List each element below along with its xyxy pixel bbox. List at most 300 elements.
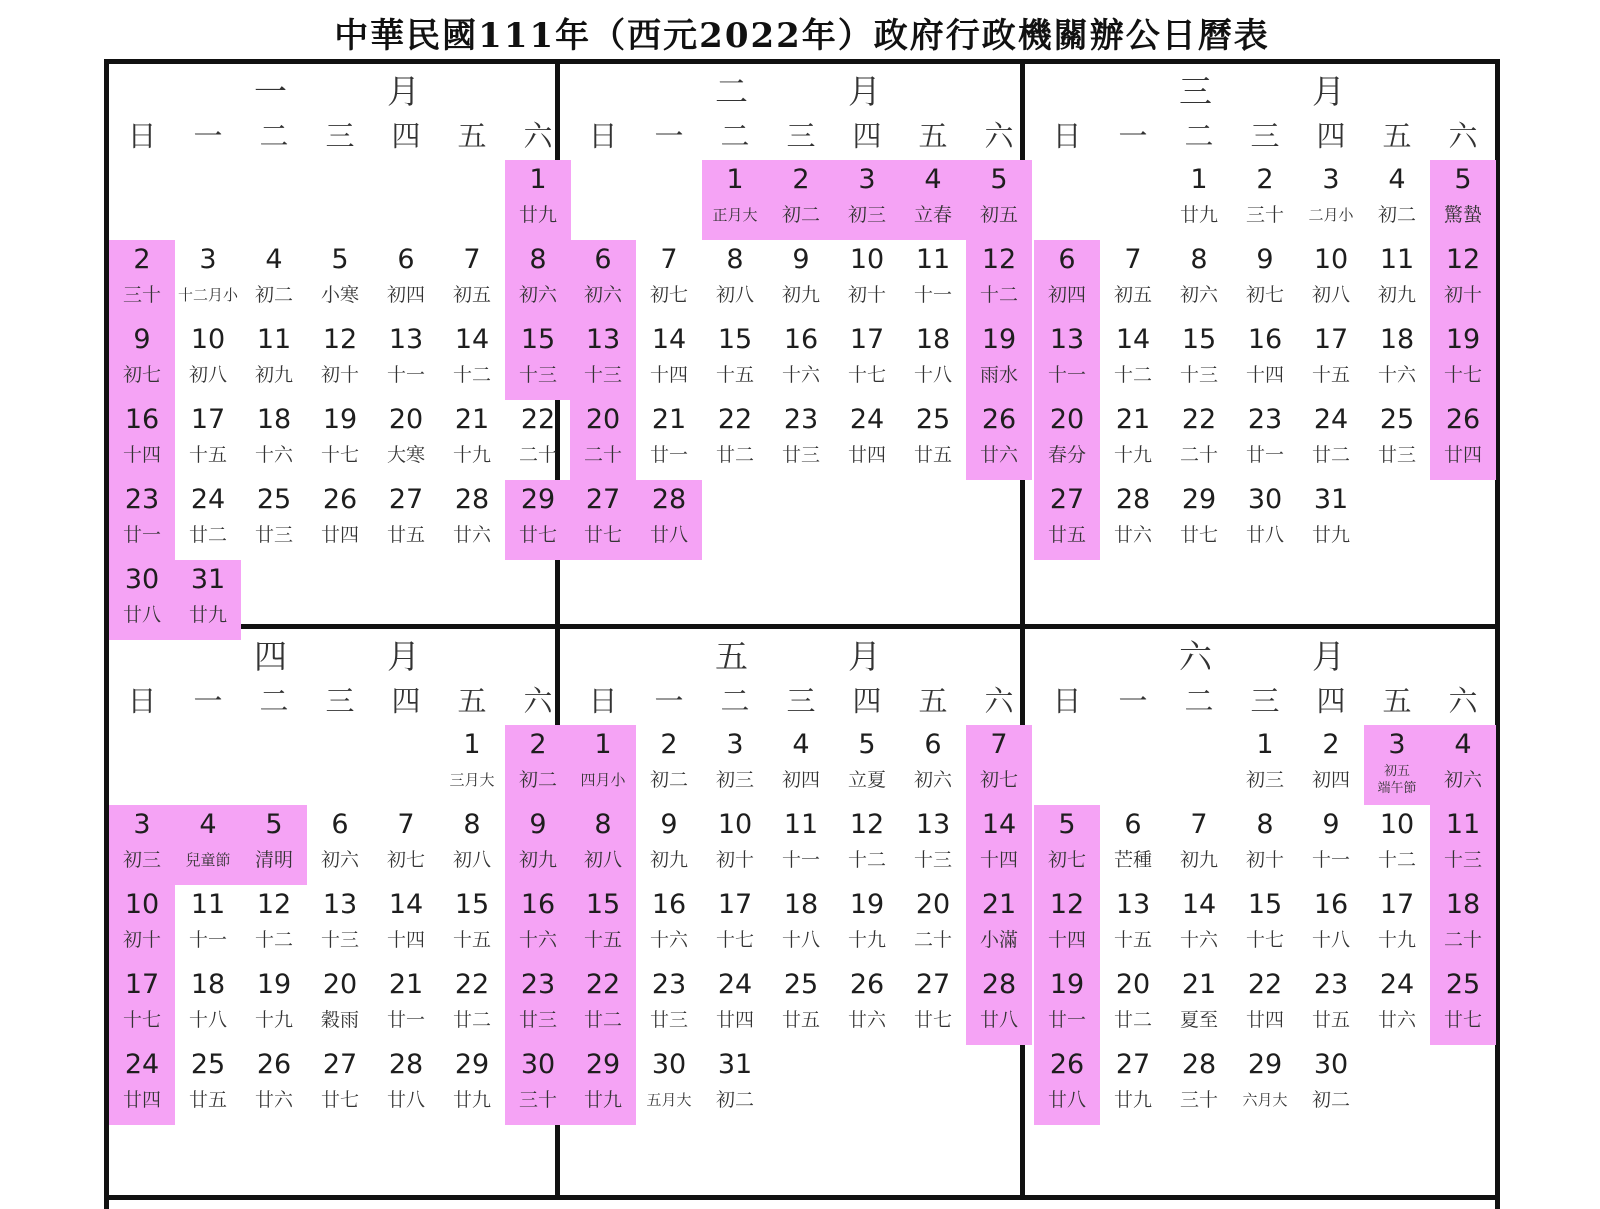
day-cell	[834, 400, 900, 480]
day-number: 4	[924, 164, 942, 195]
weekday-label: 五	[1382, 119, 1412, 153]
lunar-date	[241, 284, 307, 306]
day-number: 5	[265, 809, 283, 840]
day-number: 22	[1247, 969, 1283, 1000]
lunar-date-text: 小寒	[320, 284, 359, 306]
day-number: 3	[199, 244, 217, 275]
day-number: 27	[388, 484, 424, 515]
lunar-date	[241, 929, 307, 951]
weekday-label: 日	[588, 119, 618, 153]
lunar-date-text: 廿九	[518, 204, 557, 226]
lunar-date	[768, 849, 834, 871]
lunar-date-text: 初五	[452, 284, 491, 306]
lunar-date-text: 初十	[122, 929, 161, 951]
lunar-date-text: 廿二	[452, 1009, 491, 1031]
weekday-header	[109, 681, 570, 721]
lunar-date-text: 廿三	[254, 524, 293, 546]
lunar-date	[505, 444, 571, 466]
lunar-date-text: 初十	[847, 284, 886, 306]
day-cell-holiday	[966, 965, 1032, 1045]
day-cell	[307, 480, 373, 560]
lunar-date	[175, 364, 241, 386]
month-name	[570, 72, 1031, 112]
day-cell	[768, 240, 834, 320]
day-cell	[373, 320, 439, 400]
month-name	[1034, 72, 1495, 112]
lunar-date-text: 初四	[386, 284, 425, 306]
day-number: 29	[1181, 484, 1217, 515]
day-number: 20	[1115, 969, 1151, 1000]
lunar-date-text: 廿三	[1377, 444, 1416, 466]
lunar-date	[570, 364, 636, 386]
month-name	[109, 72, 570, 112]
day-cell	[1364, 805, 1430, 885]
lunar-date-text: 初三	[1245, 769, 1284, 791]
day-cell-holiday	[505, 1045, 571, 1125]
lunar-date	[702, 284, 768, 306]
day-cell	[439, 725, 505, 805]
lunar-date	[966, 769, 1032, 791]
day-number: 14	[651, 324, 687, 355]
lunar-date	[570, 444, 636, 466]
lunar-date	[900, 364, 966, 386]
day-number: 27	[915, 969, 951, 1000]
day-cell-holiday	[636, 480, 702, 560]
row-divider	[104, 1195, 1500, 1200]
lunar-date	[966, 364, 1032, 386]
day-cell	[1298, 400, 1364, 480]
month-april	[109, 629, 570, 1194]
day-number: 18	[915, 324, 951, 355]
day-number: 9	[660, 809, 678, 840]
day-number: 1	[726, 164, 744, 195]
lunar-date	[834, 769, 900, 791]
day-cell	[900, 725, 966, 805]
day-cell	[373, 965, 439, 1045]
month-name-suffix: 月	[848, 72, 881, 111]
day-number: 11	[190, 889, 226, 920]
day-number: 7	[1124, 244, 1142, 275]
lunar-date-text: 十二	[979, 284, 1018, 306]
lunar-date	[439, 284, 505, 306]
day-number: 14	[981, 809, 1017, 840]
day-cell	[1298, 965, 1364, 1045]
day-number: 10	[849, 244, 885, 275]
lunar-date	[109, 604, 175, 626]
day-number: 19	[981, 324, 1017, 355]
day-cell-holiday	[109, 240, 175, 320]
day-cell-holiday	[834, 160, 900, 240]
day-number: 12	[1049, 889, 1085, 920]
day-cell	[1298, 480, 1364, 560]
day-number: 25	[1445, 969, 1481, 1000]
day-cell	[175, 480, 241, 560]
weekday-label: 一	[1118, 119, 1148, 153]
day-number: 18	[783, 889, 819, 920]
lunar-date-text: 初七	[979, 769, 1018, 791]
day-cell	[439, 240, 505, 320]
lunar-date	[966, 929, 1032, 951]
day-cell	[175, 1045, 241, 1125]
day-number: 8	[1256, 809, 1274, 840]
lunar-date-text: 廿一	[122, 524, 161, 546]
lunar-date	[109, 929, 175, 951]
lunar-date-text: 廿八	[1245, 524, 1284, 546]
lunar-date-text: 廿六	[847, 1009, 886, 1031]
day-cell	[1364, 240, 1430, 320]
lunar-date	[373, 1089, 439, 1111]
day-cell	[1166, 805, 1232, 885]
lunar-date-text: 廿四	[1443, 444, 1482, 466]
day-number: 3	[726, 729, 744, 760]
lunar-date-text: 廿二	[583, 1009, 622, 1031]
day-number: 20	[388, 404, 424, 435]
lunar-date	[1166, 929, 1232, 951]
day-cell	[373, 400, 439, 480]
day-number: 2	[660, 729, 678, 760]
lunar-date	[373, 929, 439, 951]
weekday-label: 二	[1184, 119, 1214, 153]
lunar-date	[1166, 524, 1232, 546]
day-cell-holiday	[109, 560, 175, 640]
lunar-date	[1034, 364, 1100, 386]
day-cell-holiday	[241, 805, 307, 885]
day-cell-holiday	[570, 320, 636, 400]
day-cell-holiday	[1430, 320, 1496, 400]
lunar-date	[1232, 1089, 1298, 1111]
lunar-date-text: 三十	[518, 1089, 557, 1111]
day-cell	[439, 320, 505, 400]
lunar-date	[570, 929, 636, 951]
lunar-date-text: 廿八	[1047, 1089, 1086, 1111]
day-number: 17	[717, 889, 753, 920]
day-number: 25	[1379, 404, 1415, 435]
day-number: 5	[1454, 164, 1472, 195]
weekday-label: 五	[457, 684, 487, 718]
day-number: 8	[1190, 244, 1208, 275]
lunar-date	[1166, 284, 1232, 306]
lunar-date-text: 廿一	[1047, 1009, 1086, 1031]
day-cell-holiday	[966, 725, 1032, 805]
lunar-date-text: 十四	[979, 849, 1018, 871]
lunar-date-text: 廿五	[188, 1089, 227, 1111]
day-cell	[1232, 805, 1298, 885]
lunar-date-text: 立春	[913, 204, 952, 226]
weekday-label: 日	[588, 684, 618, 718]
lunar-date-text: 廿六	[452, 524, 491, 546]
lunar-date-text: 廿二	[1113, 1009, 1152, 1031]
lunar-date	[439, 364, 505, 386]
lunar-date	[1364, 929, 1430, 951]
lunar-date	[834, 929, 900, 951]
day-cell	[768, 965, 834, 1045]
day-cell	[241, 320, 307, 400]
month-name-numeral: 五	[715, 637, 748, 676]
lunar-date-text: 二月小	[1308, 206, 1354, 224]
lunar-date	[505, 204, 571, 226]
weekday-label: 三	[325, 684, 355, 718]
day-number: 4	[199, 809, 217, 840]
day-number: 12	[322, 324, 358, 355]
lunar-date-text: 廿四	[122, 1089, 161, 1111]
day-cell	[834, 965, 900, 1045]
lunar-date	[1100, 524, 1166, 546]
lunar-date-text: 廿八	[649, 524, 688, 546]
day-number: 6	[1124, 809, 1142, 840]
day-number: 12	[1445, 244, 1481, 275]
lunar-date-text: 初六	[1179, 284, 1218, 306]
weekday-label: 一	[654, 684, 684, 718]
lunar-date-text: 十七	[715, 929, 754, 951]
lunar-date-text: 廿七	[1179, 524, 1218, 546]
day-cell	[834, 885, 900, 965]
lunar-date	[966, 849, 1032, 871]
day-number: 20	[1049, 404, 1085, 435]
day-cell-holiday	[175, 805, 241, 885]
lunar-date	[900, 1009, 966, 1031]
day-number: 6	[924, 729, 942, 760]
day-cell-holiday	[966, 400, 1032, 480]
lunar-date-text: 芒種	[1113, 849, 1152, 871]
day-number: 5	[990, 164, 1008, 195]
day-number: 9	[529, 809, 547, 840]
day-cell	[1364, 320, 1430, 400]
lunar-date	[373, 524, 439, 546]
day-number: 23	[1247, 404, 1283, 435]
day-number: 26	[849, 969, 885, 1000]
day-cell	[439, 965, 505, 1045]
lunar-date-text: 廿九	[1113, 1089, 1152, 1111]
lunar-date-text: 廿二	[188, 524, 227, 546]
lunar-date-text: 雨水	[979, 364, 1018, 386]
day-number: 22	[585, 969, 621, 1000]
day-number: 9	[1256, 244, 1274, 275]
lunar-date-text: 十四	[1245, 364, 1284, 386]
day-number: 24	[124, 1049, 160, 1080]
day-cell	[1232, 725, 1298, 805]
day-cell	[1232, 480, 1298, 560]
day-cell	[834, 725, 900, 805]
day-cell	[307, 965, 373, 1045]
day-number: 21	[651, 404, 687, 435]
lunar-date	[1364, 444, 1430, 466]
lunar-date	[1298, 364, 1364, 386]
day-number: 5	[858, 729, 876, 760]
day-cell	[241, 965, 307, 1045]
day-number: 19	[322, 404, 358, 435]
day-cell-holiday	[570, 480, 636, 560]
lunar-date	[1298, 849, 1364, 871]
lunar-date	[439, 1089, 505, 1111]
lunar-date	[109, 849, 175, 871]
day-number: 20	[915, 889, 951, 920]
lunar-date	[636, 1009, 702, 1031]
day-number: 1	[1256, 729, 1274, 760]
day-cell	[702, 805, 768, 885]
lunar-date	[175, 1009, 241, 1031]
day-cell-holiday	[570, 240, 636, 320]
day-number: 28	[388, 1049, 424, 1080]
lunar-date	[768, 769, 834, 791]
lunar-date-text: 初八	[452, 849, 491, 871]
lunar-date	[109, 1089, 175, 1111]
day-number: 17	[190, 404, 226, 435]
day-number: 10	[717, 809, 753, 840]
lunar-date-text: 夏至	[1179, 1009, 1218, 1031]
lunar-date-text: 十二月小	[177, 286, 238, 304]
day-number: 6	[1058, 244, 1076, 275]
day-cell	[1364, 400, 1430, 480]
day-number: 11	[256, 324, 292, 355]
day-number: 4	[792, 729, 810, 760]
weekday-label: 四	[852, 119, 882, 153]
day-cell	[1100, 965, 1166, 1045]
lunar-date-text: 初八	[1311, 284, 1350, 306]
lunar-date	[505, 364, 571, 386]
day-cell	[900, 805, 966, 885]
lunar-date-text: 十二	[254, 929, 293, 951]
day-cell	[636, 725, 702, 805]
lunar-date	[175, 524, 241, 546]
lunar-date-text: 清明	[254, 849, 293, 871]
day-number: 30	[124, 564, 160, 595]
lunar-date-text: 二十	[583, 444, 622, 466]
lunar-date	[241, 364, 307, 386]
day-cell	[1100, 805, 1166, 885]
lunar-date-text: 初七	[1245, 284, 1284, 306]
month-name	[1034, 637, 1495, 677]
day-cell-holiday	[109, 1045, 175, 1125]
day-number: 24	[849, 404, 885, 435]
month-name-suffix: 月	[1312, 72, 1345, 111]
day-cell	[1166, 320, 1232, 400]
lunar-date-text: 廿一	[1245, 444, 1284, 466]
day-number: 5	[1058, 809, 1076, 840]
lunar-date	[1364, 364, 1430, 386]
lunar-date-text: 廿八	[979, 1009, 1018, 1031]
lunar-date-text: 初四	[781, 769, 820, 791]
day-cell	[307, 885, 373, 965]
lunar-date	[307, 444, 373, 466]
lunar-date	[175, 604, 241, 626]
weekday-label: 六	[523, 119, 553, 153]
day-number: 16	[520, 889, 556, 920]
month-may	[570, 629, 1031, 1194]
lunar-date	[768, 444, 834, 466]
day-number: 11	[1445, 809, 1481, 840]
day-cell	[307, 400, 373, 480]
weekday-label: 一	[193, 119, 223, 153]
lunar-date	[966, 1009, 1032, 1031]
lunar-date-text: 穀雨	[320, 1009, 359, 1031]
lunar-date	[1034, 524, 1100, 546]
day-number: 28	[651, 484, 687, 515]
lunar-date-text: 初六	[583, 284, 622, 306]
day-number: 19	[256, 969, 292, 1000]
day-number: 10	[1379, 809, 1415, 840]
day-cell	[1166, 400, 1232, 480]
day-number: 7	[1190, 809, 1208, 840]
month-name-suffix: 月	[848, 637, 881, 676]
day-number: 8	[529, 244, 547, 275]
day-cell-holiday	[570, 1045, 636, 1125]
day-number: 3	[1388, 729, 1406, 760]
day-number: 19	[1049, 969, 1085, 1000]
lunar-date	[175, 1089, 241, 1111]
lunar-date-text: 十八	[913, 364, 952, 386]
day-cell	[1100, 1045, 1166, 1125]
lunar-date	[505, 769, 571, 791]
lunar-date-text: 十三	[1179, 364, 1218, 386]
lunar-date-text: 廿九	[188, 604, 227, 626]
lunar-date-text: 廿五	[1311, 1009, 1350, 1031]
day-number: 23	[651, 969, 687, 1000]
day-number: 17	[1379, 889, 1415, 920]
day-cell	[702, 400, 768, 480]
day-cell	[307, 240, 373, 320]
day-number: 24	[717, 969, 753, 1000]
day-number: 4	[1388, 164, 1406, 195]
lunar-date	[702, 769, 768, 791]
day-number: 13	[1049, 324, 1085, 355]
lunar-date-text: 十五	[1113, 929, 1152, 951]
lunar-date-text: 初八	[715, 284, 754, 306]
lunar-date-text: 廿八	[122, 604, 161, 626]
day-cell-holiday	[570, 885, 636, 965]
lunar-date-text: 二十	[1443, 929, 1482, 951]
lunar-date-text: 初四	[1311, 769, 1350, 791]
day-number: 15	[1247, 889, 1283, 920]
lunar-date-text: 初七	[1047, 849, 1086, 871]
lunar-date	[1430, 769, 1496, 791]
day-cell	[834, 320, 900, 400]
day-cell	[834, 805, 900, 885]
day-cell-holiday	[966, 320, 1032, 400]
day-cell	[1298, 805, 1364, 885]
day-number: 20	[322, 969, 358, 1000]
day-cell	[241, 480, 307, 560]
lunar-date-text: 廿六	[1377, 1009, 1416, 1031]
month-name-numeral: 二	[715, 72, 748, 111]
lunar-date	[1100, 1009, 1166, 1031]
lunar-date-text: 兒童節	[185, 851, 231, 869]
day-number: 18	[1379, 324, 1415, 355]
lunar-date	[241, 524, 307, 546]
lunar-date-text: 小滿	[979, 929, 1018, 951]
day-cell	[307, 1045, 373, 1125]
weekday-label: 四	[1316, 684, 1346, 718]
day-cell-holiday	[1034, 320, 1100, 400]
lunar-date	[702, 444, 768, 466]
lunar-date	[1100, 284, 1166, 306]
lunar-date-text: 廿五	[913, 444, 952, 466]
day-cell	[768, 320, 834, 400]
day-number: 15	[520, 324, 556, 355]
day-number: 29	[585, 1049, 621, 1080]
day-cell	[1298, 885, 1364, 965]
lunar-date	[1364, 284, 1430, 306]
day-number: 19	[849, 889, 885, 920]
lunar-date-text: 廿二	[715, 444, 754, 466]
lunar-date	[702, 1009, 768, 1031]
day-cell-holiday	[768, 160, 834, 240]
day-number: 15	[454, 889, 490, 920]
lunar-date	[307, 1089, 373, 1111]
day-cell	[1166, 160, 1232, 240]
day-cell	[702, 240, 768, 320]
lunar-date-text: 二十	[913, 929, 952, 951]
lunar-date-text: 初九	[1179, 849, 1218, 871]
